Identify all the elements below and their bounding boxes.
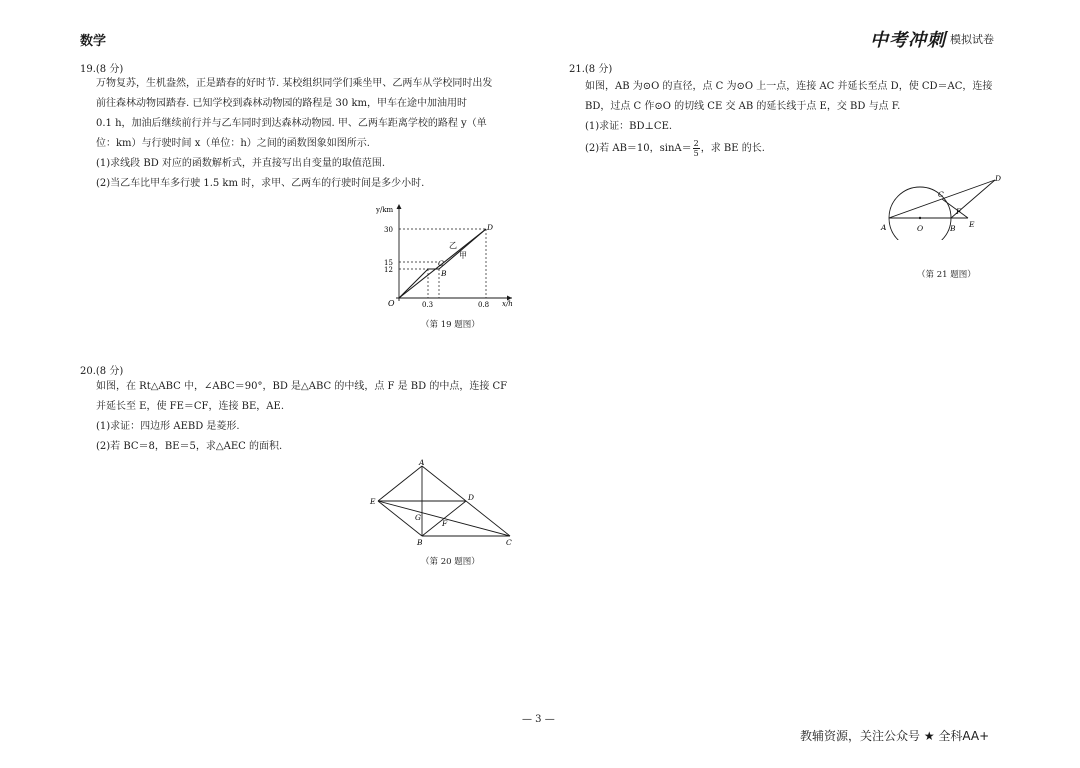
point-b-label: B	[950, 224, 956, 233]
q21-heading: 21.(8 分)	[569, 64, 613, 75]
x-tick-0.8: 0.8	[478, 301, 490, 309]
q20-line: 如图，在 Rt△ABC 中，∠ABC＝90°，BD 是△ABC 的中线，点 F 是 BD 的中点，连接 CF	[96, 381, 508, 392]
series-yi-label: 乙	[449, 241, 457, 250]
y-tick-12: 12	[384, 266, 393, 274]
point-c-label: C	[438, 259, 444, 268]
q20-line: 并延长至 E，使 FE＝CF，连接 BE，AE.	[96, 401, 285, 412]
point-f-label: F	[956, 207, 962, 216]
point-o-label: O	[917, 224, 924, 233]
point-b-label: B	[417, 538, 423, 547]
fraction-denominator: 5	[693, 149, 699, 158]
q19-text	[96, 74, 492, 194]
point-a-label: A	[419, 458, 425, 467]
q21-line: (1)求证：BD⊥CE.	[585, 121, 673, 132]
brand-subtitle: 模拟试卷	[950, 33, 994, 46]
fraction	[693, 139, 700, 158]
q21-line: BD，过点 C 作⊙O 的切线 CE 交 AB 的延长线于点 E，交 BD 与点 F.	[585, 101, 901, 112]
point-c-label: C	[506, 538, 512, 547]
q19-caption: （第 19 题图）	[421, 320, 480, 330]
y-axis-label: y/km	[376, 206, 394, 214]
q20-figure	[366, 458, 520, 550]
q19-line: 万物复苏，生机盎然，正是踏春的好时节. 某校组织同学们乘坐甲、乙两车从学校同时出发	[96, 78, 493, 89]
q21-line: 如图，AB 为⊙O 的直径，点 C 为⊙O 上一点，连接 AC 并延长至点 D，使 CD＝AC，连接	[585, 81, 993, 92]
point-c-label: C	[938, 190, 944, 199]
x-axis-label: x/h	[502, 300, 513, 308]
y-axis-arrow	[397, 204, 402, 209]
subject-label: 数学	[80, 34, 107, 49]
q20-line: (2)若 BC＝8，BE＝5，求△AEC 的面积.	[96, 441, 283, 452]
q20-heading: 20.(8 分)	[80, 366, 124, 377]
q20-line: (1)求证：四边形 AEBD 是菱形.	[96, 421, 240, 432]
q20-caption: （第 20 题图）	[421, 557, 480, 567]
point-d-label: D	[487, 223, 494, 232]
q19-line: 前往森林动物园踏春. 已知学校到森林动物园的路程是 30 km，甲车在途中加油用时	[96, 98, 467, 109]
point-e-label: E	[969, 220, 975, 229]
point-a-label: A	[881, 223, 887, 232]
q19-line: 0.1 h，加油后继续前行并与乙车同时到达森林动物园. 甲、乙两车距离学校的路程 y（单	[96, 118, 487, 129]
fraction-numerator: 2	[693, 139, 699, 148]
q19-heading: 19.(8 分)	[80, 64, 124, 75]
q21-part2-before: (2)若 AB＝10，sinA＝	[585, 143, 692, 154]
q21-part2	[585, 139, 992, 159]
brand-logo: 中考冲刺	[870, 30, 946, 51]
page-number: — 3 —	[522, 714, 555, 725]
segment-ce	[942, 199, 968, 218]
point-d-label: D	[468, 493, 475, 502]
point-b-label: B	[441, 269, 447, 278]
y-tick-15: 15	[384, 259, 393, 267]
q21-caption: （第 21 题图）	[917, 270, 976, 280]
y-tick-30: 30	[384, 226, 393, 234]
q19-line: (2)当乙车比甲车多行驶 1.5 km 时，求甲、乙两车的行驶时间是多少小时.	[96, 178, 425, 189]
x-tick-0.3: 0.3	[422, 301, 434, 309]
footer-note: 教辅资源，关注公众号 ★ 全科AA+	[800, 729, 990, 743]
origin-label: O	[388, 299, 395, 308]
q21-text	[585, 77, 992, 159]
q20-text	[96, 377, 507, 457]
series-jia-label: 甲	[459, 251, 467, 260]
segment-ad	[889, 180, 995, 218]
point-g-label: G	[415, 513, 421, 522]
q19-graph	[366, 200, 516, 310]
center-point	[919, 217, 921, 219]
q21-figure	[878, 170, 1004, 240]
segment-ea	[378, 466, 422, 501]
point-e-label: E	[370, 497, 376, 506]
point-d-label: D	[995, 174, 1002, 183]
q19-line: (1)求线段 BD 对应的函数解析式，并直接写出自变量的取值范围.	[96, 158, 386, 169]
q19-line: 位：km）与行驶时间 x（单位：h）之间的函数图象如图所示.	[96, 138, 370, 149]
q21-part2-after: ，求 BE 的长.	[700, 143, 765, 154]
point-f-label: F	[442, 519, 448, 528]
